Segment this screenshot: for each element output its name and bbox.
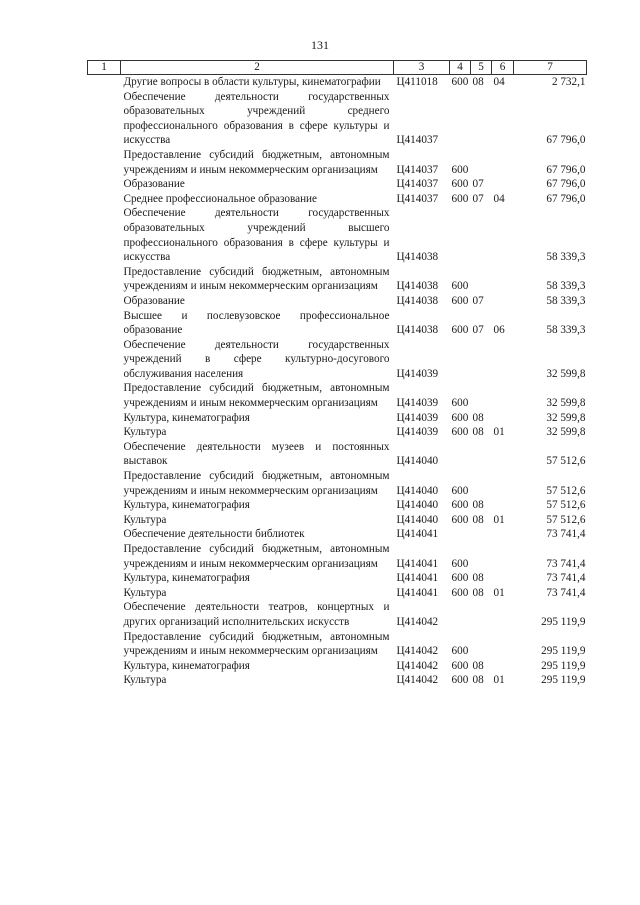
row-section-cell bbox=[471, 148, 492, 177]
row-code-cell: Ц414038 bbox=[396, 294, 439, 307]
row-section-cell: 07 bbox=[472, 192, 484, 205]
table-row bbox=[88, 294, 587, 309]
row-expense-type-cell bbox=[450, 600, 471, 629]
row-sum-cell: 57 512,6 bbox=[546, 484, 586, 497]
column-header-6: 6 bbox=[492, 61, 514, 75]
row-name-cell: Другие вопросы в области культуры, кинематографии bbox=[123, 76, 381, 88]
row-number-cell bbox=[88, 294, 121, 309]
row-section-cell bbox=[471, 381, 492, 410]
row-sum-cell: 57 512,6 bbox=[546, 513, 586, 526]
row-subsection-cell bbox=[492, 294, 514, 309]
row-sum-cell: 73 741,4 bbox=[546, 586, 586, 599]
column-header-2: 2 bbox=[121, 61, 394, 75]
row-sum-cell: 32 599,8 bbox=[546, 411, 586, 424]
row-expense-type-cell: 600 bbox=[451, 178, 469, 191]
row-code-cell: Ц414041 bbox=[396, 586, 439, 599]
row-name-cell: Культура, кинематография bbox=[123, 659, 250, 672]
table-row bbox=[88, 673, 587, 688]
row-expense-type-cell: 600 bbox=[451, 513, 469, 526]
table-row bbox=[88, 148, 587, 177]
row-subsection-cell: 04 bbox=[493, 76, 505, 88]
budget-table bbox=[87, 60, 587, 688]
row-code-cell: Ц414037 bbox=[396, 163, 439, 176]
row-number-cell bbox=[88, 381, 121, 410]
row-sum-cell: 67 796,0 bbox=[546, 178, 586, 191]
table-row bbox=[88, 206, 587, 264]
row-subsection-cell: 01 bbox=[493, 513, 505, 526]
row-number-cell bbox=[88, 148, 121, 177]
row-name-cell: Культура, кинематография bbox=[123, 499, 250, 512]
row-code-cell: Ц414038 bbox=[396, 280, 439, 293]
row-code-cell: Ц414040 bbox=[396, 455, 439, 468]
row-subsection-cell bbox=[492, 630, 514, 659]
column-header-3: 3 bbox=[394, 61, 450, 75]
row-subsection-cell bbox=[492, 148, 514, 177]
row-sum-cell: 58 339,3 bbox=[546, 280, 586, 293]
row-name-cell: Предоставление субсидий бюджетным, автономным учреждениям и иным некоммерческим организациям bbox=[123, 382, 390, 410]
row-sum-cell: 32 599,8 bbox=[546, 426, 586, 439]
row-number-cell bbox=[88, 469, 121, 498]
row-code-cell: Ц414040 bbox=[396, 484, 439, 497]
row-name-cell: Культура, кинематография bbox=[123, 411, 250, 424]
row-sum-cell: 67 796,0 bbox=[546, 163, 586, 176]
table-row bbox=[88, 177, 587, 192]
row-subsection-cell bbox=[492, 571, 514, 586]
row-number-cell bbox=[88, 586, 121, 601]
row-expense-type-cell: 600 bbox=[451, 76, 469, 88]
row-sum-cell: 295 119,9 bbox=[541, 615, 586, 628]
table-row bbox=[88, 425, 587, 440]
column-header-4: 4 bbox=[450, 61, 471, 75]
row-section-cell bbox=[471, 440, 492, 469]
table-row bbox=[88, 542, 587, 571]
row-expense-type-cell: 600 bbox=[451, 645, 469, 658]
table-row bbox=[88, 90, 587, 148]
row-number-cell bbox=[88, 542, 121, 571]
row-sum-cell: 58 339,3 bbox=[546, 294, 586, 307]
row-number-cell bbox=[88, 527, 121, 542]
row-section-cell: 08 bbox=[472, 411, 484, 424]
row-expense-type-cell: 600 bbox=[451, 674, 469, 687]
row-section-cell: 08 bbox=[472, 513, 484, 526]
row-number-cell bbox=[88, 177, 121, 192]
table-row bbox=[88, 630, 587, 659]
row-number-cell bbox=[88, 309, 121, 338]
row-code-cell: Ц414039 bbox=[396, 367, 439, 380]
row-expense-type-cell: 600 bbox=[451, 411, 469, 424]
row-number-cell bbox=[88, 600, 121, 629]
row-name-cell: Культура bbox=[123, 426, 167, 439]
row-section-cell: 08 bbox=[472, 499, 484, 512]
row-name-cell: Среднее профессиональное образование bbox=[123, 192, 318, 205]
row-code-cell: Ц414039 bbox=[396, 411, 439, 424]
table-row bbox=[88, 338, 587, 382]
row-expense-type-cell: 600 bbox=[451, 397, 469, 410]
row-sum-cell: 58 339,3 bbox=[546, 324, 586, 337]
row-name-cell: Предоставление субсидий бюджетным, автономным учреждениям и иным некоммерческим организациям bbox=[123, 470, 390, 497]
row-subsection-cell: 04 bbox=[493, 192, 505, 205]
row-sum-cell: 73 741,4 bbox=[546, 572, 586, 585]
row-sum-cell: 295 119,9 bbox=[541, 659, 586, 672]
row-expense-type-cell: 600 bbox=[451, 163, 469, 176]
table-row bbox=[88, 75, 587, 90]
row-number-cell bbox=[88, 192, 121, 207]
row-sum-cell: 73 741,4 bbox=[546, 557, 586, 570]
row-number-cell bbox=[88, 411, 121, 426]
row-number-cell bbox=[88, 673, 121, 688]
row-name-cell: Обеспечение деятельности государственных образовательных учреждений среднего профессионального образования в сфере культуры и искусства bbox=[123, 90, 390, 147]
row-number-cell bbox=[88, 90, 121, 148]
row-code-cell: Ц414037 bbox=[396, 178, 439, 191]
table-row bbox=[88, 586, 587, 601]
row-subsection-cell bbox=[492, 177, 514, 192]
row-code-cell: Ц414041 bbox=[396, 528, 439, 541]
row-expense-type-cell: 600 bbox=[451, 324, 469, 337]
row-section-cell: 08 bbox=[472, 586, 484, 599]
table-row bbox=[88, 513, 587, 528]
row-sum-cell: 32 599,8 bbox=[546, 367, 586, 380]
row-section-cell: 07 bbox=[472, 324, 484, 337]
table-row bbox=[88, 192, 587, 207]
row-code-cell: Ц414041 bbox=[396, 557, 439, 570]
row-code-cell: Ц411018 bbox=[396, 76, 438, 88]
row-number-cell bbox=[88, 440, 121, 469]
row-sum-cell: 57 512,6 bbox=[546, 455, 586, 468]
row-expense-type-cell: 600 bbox=[451, 192, 469, 205]
table-row bbox=[88, 571, 587, 586]
row-section-cell: 07 bbox=[472, 178, 484, 191]
row-code-cell: Ц414042 bbox=[396, 615, 439, 628]
row-code-cell: Ц414042 bbox=[396, 674, 439, 687]
row-subsection-cell: 01 bbox=[493, 426, 505, 439]
table-row bbox=[88, 411, 587, 426]
row-name-cell: Предоставление субсидий бюджетным, автономным учреждениям и иным некоммерческим организациям bbox=[123, 543, 390, 570]
row-code-cell: Ц414039 bbox=[396, 426, 439, 439]
row-number-cell bbox=[88, 498, 121, 513]
row-sum-cell: 57 512,6 bbox=[546, 499, 586, 512]
table-row bbox=[88, 527, 587, 542]
row-expense-type-cell: 600 bbox=[451, 557, 469, 570]
table-row bbox=[88, 309, 587, 338]
row-section-cell: 07 bbox=[472, 294, 484, 307]
row-subsection-cell bbox=[492, 206, 514, 264]
row-section-cell: 08 bbox=[472, 572, 484, 585]
row-expense-type-cell bbox=[450, 206, 471, 264]
table-row bbox=[88, 659, 587, 674]
row-expense-type-cell: 600 bbox=[451, 426, 469, 439]
row-subsection-cell bbox=[492, 659, 514, 674]
row-subsection-cell: 06 bbox=[493, 324, 505, 337]
row-subsection-cell bbox=[492, 265, 514, 294]
table-row bbox=[88, 498, 587, 513]
row-name-cell: Обеспечение деятельности государственных образовательных учреждений высшего профессионального образования в сфере культуры и искусства bbox=[123, 207, 390, 264]
row-code-cell: Ц414039 bbox=[396, 397, 439, 410]
row-expense-type-cell bbox=[450, 440, 471, 469]
row-number-cell bbox=[88, 659, 121, 674]
row-name-cell: Обеспечение деятельности библиотек bbox=[123, 528, 305, 541]
row-expense-type-cell: 600 bbox=[451, 294, 469, 307]
row-sum-cell: 73 741,4 bbox=[546, 528, 586, 541]
row-section-cell bbox=[471, 469, 492, 498]
row-sum-cell: 2 732,1 bbox=[551, 76, 586, 88]
row-number-cell bbox=[88, 206, 121, 264]
row-section-cell bbox=[471, 527, 492, 542]
row-expense-type-cell: 600 bbox=[451, 572, 469, 585]
row-name-cell: Предоставление субсидий бюджетным, автономным учреждениям и иным некоммерческим организациям bbox=[123, 630, 390, 658]
header-row bbox=[88, 61, 587, 75]
row-name-cell: Образование bbox=[123, 178, 185, 191]
table-row bbox=[88, 381, 587, 410]
table-row bbox=[88, 265, 587, 294]
row-code-cell: Ц414042 bbox=[396, 659, 439, 672]
row-name-cell: Предоставление субсидий бюджетным, автономным учреждениям и иным некоммерческим организациям bbox=[123, 265, 390, 293]
row-number-cell bbox=[88, 75, 121, 90]
row-expense-type-cell: 600 bbox=[451, 484, 469, 497]
row-section-cell bbox=[471, 630, 492, 659]
row-code-cell: Ц414038 bbox=[396, 251, 439, 264]
row-subsection-cell bbox=[492, 338, 514, 382]
row-name-cell: Предоставление субсидий бюджетным, автономным учреждениям и иным некоммерческим организациям bbox=[123, 148, 390, 176]
row-subsection-cell: 01 bbox=[493, 586, 505, 599]
column-header-7: 7 bbox=[514, 61, 587, 75]
row-code-cell: Ц414040 bbox=[396, 513, 439, 526]
row-subsection-cell bbox=[492, 469, 514, 498]
row-name-cell: Обеспечение деятельности государственных учреждений в сфере культурно-досугового обслуживания населения bbox=[123, 338, 390, 380]
row-number-cell bbox=[88, 425, 121, 440]
row-expense-type-cell: 600 bbox=[451, 586, 469, 599]
row-subsection-cell bbox=[492, 542, 514, 571]
row-name-cell: Образование bbox=[123, 294, 185, 307]
row-number-cell bbox=[88, 513, 121, 528]
row-sum-cell: 295 119,9 bbox=[541, 645, 586, 658]
table-row bbox=[88, 600, 587, 629]
row-name-cell: Обеспечение деятельности театров, концертных и других организаций исполнительских искусств bbox=[123, 601, 390, 628]
row-sum-cell: 295 119,9 bbox=[541, 674, 586, 687]
row-expense-type-cell: 600 bbox=[451, 499, 469, 512]
row-subsection-cell bbox=[492, 440, 514, 469]
row-subsection-cell bbox=[492, 498, 514, 513]
row-sum-cell: 58 339,3 bbox=[546, 251, 586, 264]
row-name-cell: Культура bbox=[123, 674, 167, 687]
row-name-cell: Культура bbox=[123, 513, 167, 526]
row-code-cell: Ц414038 bbox=[396, 324, 439, 337]
row-sum-cell: 67 796,0 bbox=[546, 134, 586, 147]
row-code-cell: Ц414037 bbox=[396, 134, 439, 147]
row-expense-type-cell bbox=[450, 527, 471, 542]
page-number: 131 bbox=[311, 38, 329, 52]
row-expense-type-cell: 600 bbox=[451, 659, 469, 672]
row-name-cell: Культура, кинематография bbox=[123, 572, 250, 585]
row-name-cell: Культура bbox=[123, 586, 167, 599]
row-section-cell bbox=[471, 600, 492, 629]
row-number-cell bbox=[88, 571, 121, 586]
table-row bbox=[88, 440, 587, 469]
row-section-cell bbox=[471, 90, 492, 148]
row-subsection-cell: 01 bbox=[493, 674, 505, 687]
column-header-5: 5 bbox=[471, 61, 492, 75]
row-subsection-cell bbox=[492, 411, 514, 426]
row-section-cell: 08 bbox=[472, 426, 484, 439]
row-expense-type-cell bbox=[450, 338, 471, 382]
row-number-cell bbox=[88, 265, 121, 294]
table-body bbox=[88, 75, 587, 688]
row-code-cell: Ц414040 bbox=[396, 499, 439, 512]
row-code-cell: Ц414042 bbox=[396, 645, 439, 658]
row-number-cell bbox=[88, 630, 121, 659]
row-code-cell: Ц414037 bbox=[396, 192, 439, 205]
row-expense-type-cell bbox=[450, 90, 471, 148]
row-subsection-cell bbox=[492, 90, 514, 148]
row-subsection-cell bbox=[492, 381, 514, 410]
row-subsection-cell bbox=[492, 527, 514, 542]
table-row bbox=[88, 469, 587, 498]
row-number-cell bbox=[88, 338, 121, 382]
row-section-cell: 08 bbox=[472, 659, 484, 672]
row-expense-type-cell: 600 bbox=[451, 280, 469, 293]
row-section-cell bbox=[471, 542, 492, 571]
column-header-1: 1 bbox=[88, 61, 121, 75]
row-sum-cell: 67 796,0 bbox=[546, 192, 586, 205]
row-subsection-cell bbox=[492, 600, 514, 629]
table-header bbox=[88, 61, 587, 75]
row-section-cell bbox=[471, 206, 492, 264]
row-name-cell: Обеспечение деятельности музеев и постоянных выставок bbox=[123, 440, 390, 468]
row-sum-cell: 32 599,8 bbox=[546, 397, 586, 410]
row-section-cell bbox=[471, 265, 492, 294]
row-section-cell: 08 bbox=[472, 674, 484, 687]
row-name-cell: Высшее и послевузовское профессиональное образование bbox=[123, 309, 390, 337]
row-section-cell: 08 bbox=[472, 76, 484, 88]
row-code-cell: Ц414041 bbox=[396, 572, 439, 585]
row-section-cell bbox=[471, 338, 492, 382]
